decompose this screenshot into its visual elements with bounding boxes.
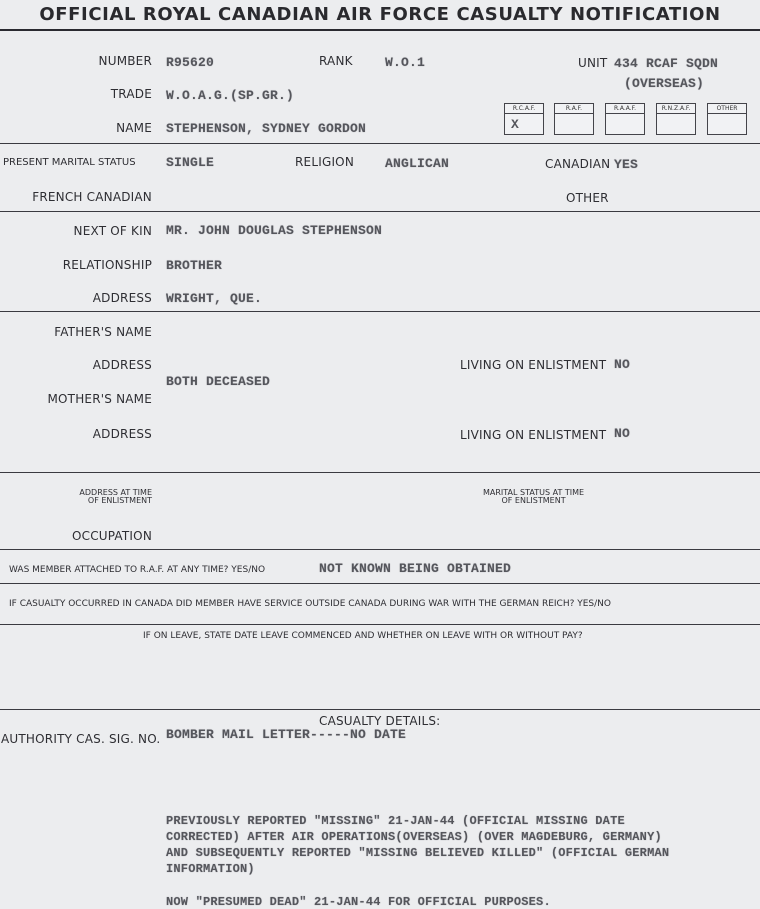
relationship-value: BROTHER <box>166 258 223 273</box>
rank-value: W.O.1 <box>385 55 426 70</box>
trade-label: TRADE <box>110 87 152 101</box>
french-canadian-label: FRENCH CANADIAN <box>32 190 152 204</box>
religion-value: ANGLICAN <box>385 156 450 171</box>
unit-label: UNIT <box>578 56 608 70</box>
kin-address-label: ADDRESS <box>92 291 152 305</box>
next-of-kin-label: NEXT OF KIN <box>73 224 152 238</box>
rank-label: RANK <box>319 54 353 68</box>
other-label: OTHER <box>566 191 609 205</box>
number-value: R95620 <box>166 55 215 70</box>
relationship-label: RELATIONSHIP <box>62 258 152 272</box>
divider <box>0 583 760 584</box>
divider <box>0 143 760 144</box>
presumed-dead-text: NOW "PRESUMED DEAD" 21-JAN-44 FOR OFFICIAL PURPOSES. <box>166 895 551 909</box>
divider <box>0 472 760 473</box>
trade-value: W.O.A.G.(SP.GR.) <box>166 88 295 103</box>
marital-status-value: SINGLE <box>166 155 215 170</box>
service-box-raaf <box>605 103 645 135</box>
leave-label: IF ON LEAVE, STATE DATE LEAVE COMMENCED AND WHETHER ON LEAVE WITH OR WITHOUT PAY? <box>143 631 583 641</box>
divider <box>0 624 760 625</box>
service-box-rnzaf <box>656 103 696 135</box>
service-box-label: R.A.F. <box>555 104 593 114</box>
number-label: NUMBER <box>98 54 152 68</box>
name-label: NAME <box>116 121 152 135</box>
service-box-label: R.N.Z.A.F. <box>657 104 695 114</box>
marital-status-label: PRESENT MARITAL STATUS <box>3 157 136 168</box>
service-box-label: R.A.A.F. <box>606 104 644 114</box>
both-deceased-value: BOTH DECEASED <box>166 374 271 389</box>
kin-address-value: WRIGHT, QUE. <box>166 291 263 306</box>
unit-value-line2: (OVERSEAS) <box>624 76 705 91</box>
mother-name-label: MOTHER'S NAME <box>47 392 152 406</box>
service-box-raf <box>554 103 594 135</box>
canadian-value: YES <box>614 157 639 172</box>
next-of-kin-value: MR. JOHN DOUGLAS STEPHENSON <box>166 223 383 238</box>
form-title: OFFICIAL ROYAL CANADIAN AIR FORCE CASUALTY NOTIFICATION <box>39 4 721 25</box>
father-living-label: LIVING ON ENLISTMENT <box>460 358 607 372</box>
mother-living-label: LIVING ON ENLISTMENT <box>460 428 607 442</box>
unit-value: 434 RCAF SQDN <box>614 56 719 71</box>
authority-label: AUTHORITY CAS. SIG. NO. <box>1 732 161 746</box>
service-box-mark: X <box>511 117 519 132</box>
enlistment-address-label: ADDRESS AT TIME OF ENLISTMENT <box>79 488 152 505</box>
divider <box>0 211 760 212</box>
occupation-label: OCCUPATION <box>71 529 152 543</box>
divider <box>0 549 760 550</box>
service-outside-canada-label: IF CASUALTY OCCURRED IN CANADA DID MEMBER HAVE SERVICE OUTSIDE CANADA DURING WAR WITH THE GERMAN REICH? YES/NO <box>9 599 611 609</box>
service-box-rcaf <box>504 103 544 135</box>
religion-label: RELIGION <box>295 155 355 169</box>
father-name-label: FATHER'S NAME <box>54 325 152 339</box>
mother-address-label: ADDRESS <box>92 427 152 441</box>
canadian-label: CANADIAN <box>545 157 611 171</box>
divider <box>0 29 760 31</box>
casualty-details-text: PREVIOUSLY REPORTED "MISSING" 21-JAN-44 (OFFICIAL MISSING DATE CORRECTED) AFTER AIR OPERATIONS(OVERSEAS) (OVER MAGDEBURG, GERMANY) AND SUBSEQUENTLY REPORTED "MISSING BELIEVED KILLED" (OFFICIAL GERMAN INFORMATION) <box>166 814 670 876</box>
divider <box>0 311 760 312</box>
divider <box>0 709 760 710</box>
mother-living-value: NO <box>614 426 631 441</box>
raf-attached-label: WAS MEMBER ATTACHED TO R.A.F. AT ANY TIME? YES/NO <box>9 565 266 575</box>
authority-value: BOMBER MAIL LETTER-----NO DATE <box>166 727 407 742</box>
father-address-label: ADDRESS <box>92 358 152 372</box>
father-living-value: NO <box>614 357 631 372</box>
service-box-label: OTHER <box>708 104 746 114</box>
name-value: STEPHENSON, SYDNEY GORDON <box>166 121 367 136</box>
service-box-other <box>707 103 747 135</box>
raf-attached-value: NOT KNOWN BEING OBTAINED <box>319 561 512 576</box>
service-box-label: R.C.A.F. <box>505 104 543 114</box>
enlistment-marital-label: MARITAL STATUS AT TIME OF ENLISTMENT <box>483 488 585 505</box>
casualty-details-heading: CASUALTY DETAILS: <box>319 714 441 728</box>
